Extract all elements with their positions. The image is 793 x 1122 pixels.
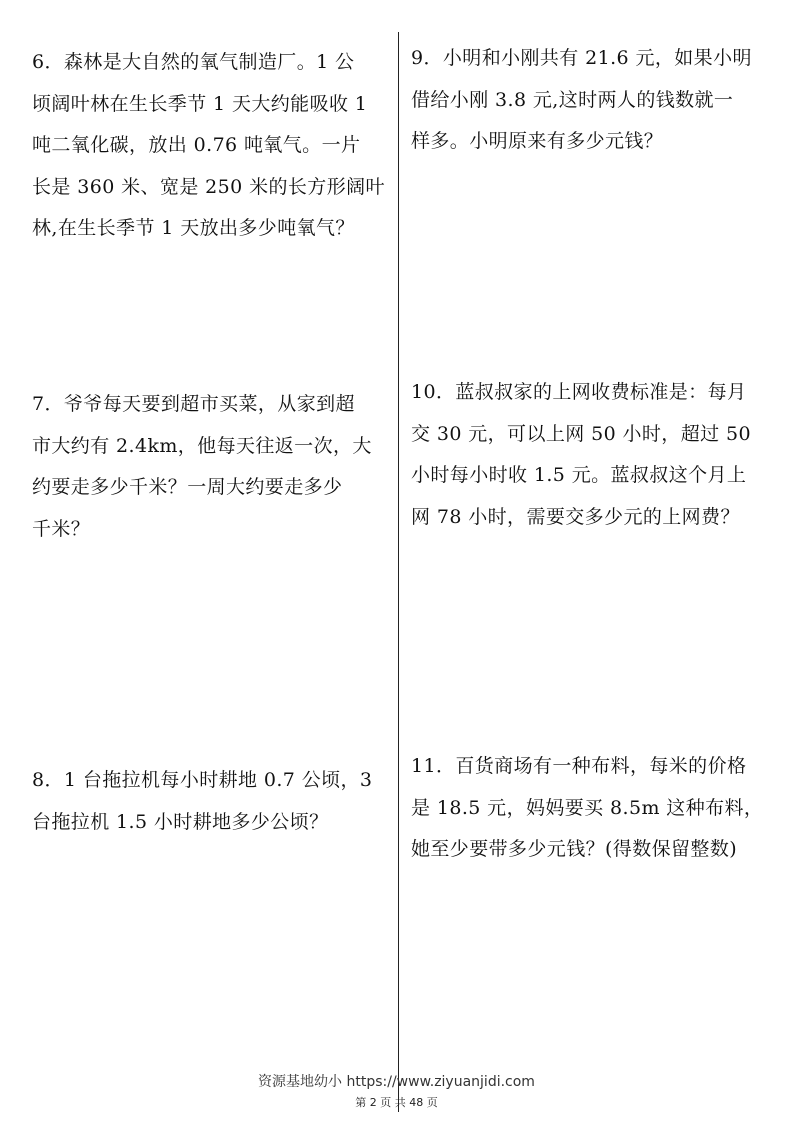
problem-10-line: 网 78 小时，需要交多少元的上网费？ <box>411 505 740 528</box>
problem-6-line: 林,在生长季节 1 天放出多少吨氧气？ <box>32 217 355 239</box>
column-divider <box>398 32 399 1112</box>
footer-website: 资源基地幼小 https://www.ziyuanjidi.com <box>258 1074 535 1090</box>
problem-9-line: 借给小刚 3.8 元,这时两人的钱数就一 <box>411 88 734 111</box>
problem-7-line: 约要走多少千米？一周大约要走多少 <box>32 476 343 498</box>
problem-10 <box>411 372 751 538</box>
problem-7-line: 市大约有 2.4km，他每天往返一次，大 <box>32 434 372 457</box>
problem-7 <box>32 384 372 550</box>
problem-10-line: 小时每小时收 1.5 元。蓝叔叔这个月上 <box>411 464 747 486</box>
problem-10-line: 10．蓝叔叔家的上网收费标准是：每月 <box>411 381 747 403</box>
footer-page-number: 第 2 页 共 48 页 <box>355 1096 438 1109</box>
problem-7-line: 千米？ <box>32 517 91 540</box>
problem-6-line: 长是 360 米、宽是 250 米的长方形阔叶 <box>32 175 385 198</box>
problem-8-line: 台拖拉机 1.5 小时耕地多少公顷？ <box>32 810 329 833</box>
problem-6 <box>32 42 385 250</box>
problem-8 <box>32 760 372 843</box>
problem-11 <box>411 746 763 871</box>
problem-6-line: 吨二氧化碳，放出 0.76 吨氧气。一片 <box>32 134 361 156</box>
problem-11-line: 11．百货商场有一种布料，每米的价格 <box>411 755 747 777</box>
problem-9 <box>411 38 752 163</box>
problem-11-line: 是 18.5 元，妈妈要买 8.5m 这种布料， <box>411 796 764 819</box>
problem-9-line: 9．小明和小刚共有 21.6 元，如果小明 <box>411 47 752 69</box>
problem-11-line: 她至少要带多少元钱？(得数保留整数) <box>411 838 738 860</box>
problem-6-line: 6．森林是大自然的氧气制造厂。1 公 <box>32 51 355 73</box>
problem-9-line: 样多。小明原来有多少元钱？ <box>411 130 664 152</box>
problem-10-line: 交 30 元，可以上网 50 小时，超过 50 <box>411 422 751 445</box>
problem-7-line: 7．爷爷每天要到超市买菜，从家到超 <box>32 393 355 415</box>
problem-6-line: 顷阔叶林在生长季节 1 天大约能吸收 1 <box>32 92 368 115</box>
problem-8-line: 8．1 台拖拉机每小时耕地 0.7 公顷，3 <box>32 769 373 791</box>
